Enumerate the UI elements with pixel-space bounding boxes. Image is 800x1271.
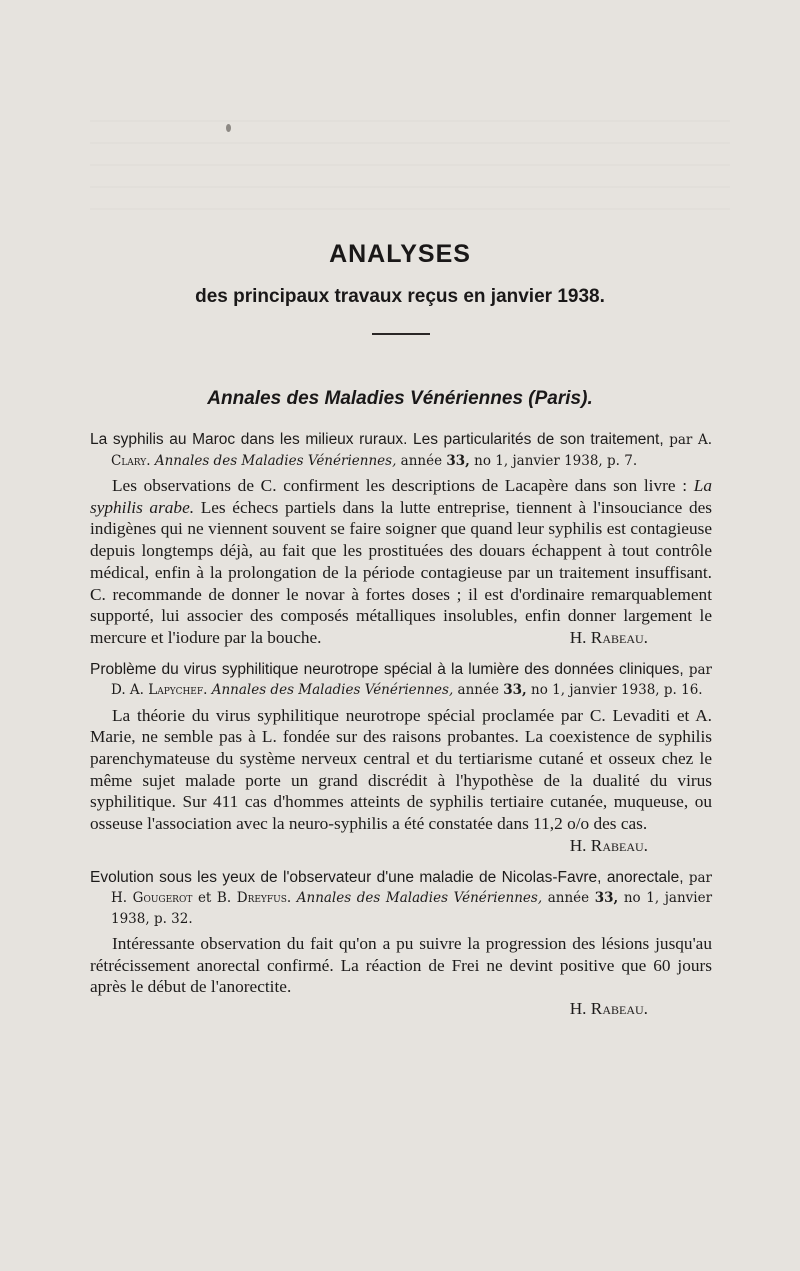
entry-2-journal: Annales des Maladies Vénériennes, <box>211 682 454 699</box>
entry-3-title: Evolution sous les yeux de l'observateur d'une maladie de Nicolas-Favre, anorectale, <box>90 868 684 886</box>
entry-1-body-pre: Les observations de C. confirment les descriptions de Lacapère dans son livre : <box>112 476 688 495</box>
entry-1 <box>90 430 712 649</box>
entry-3-reference <box>90 868 712 930</box>
entry-2-title: Problème du virus syphilitique neurotrope spécial à la lumière des données cliniques, <box>90 660 684 678</box>
entry-1-signature: H. Rabeau. <box>569 627 648 647</box>
entry-1-volume: 33, <box>446 452 470 469</box>
entry-3-issue: no 1, janvier 1938, p. 32. <box>111 890 713 927</box>
entries-list <box>90 430 712 1031</box>
entry-2-author: Lapychef. <box>148 682 208 699</box>
entry-2-reference <box>90 660 712 701</box>
entry-1-journal: Annales des Maladies Vénériennes, <box>154 452 397 469</box>
entry-1-reference <box>90 430 712 471</box>
entry-1-par: par A. <box>669 432 712 448</box>
page-subtitle: des principaux travaux reçus en janvier 1938. <box>195 286 605 307</box>
entry-3-journal: Annales des Maladies Vénériennes, <box>296 890 543 907</box>
entry-2-par: par D. A. <box>111 661 712 699</box>
entry-2-volume: 33, <box>503 682 527 699</box>
title-rule <box>372 333 430 335</box>
show-through-text <box>90 120 730 230</box>
entry-2-issue: no 1, janvier 1938, p. 16. <box>531 682 703 699</box>
entry-2-body-text: La théorie du virus syphilitique neurotrope spécial proclamée par C. Levaditi et A. Marie, ne semble pas à L. fondée sur des raisons probantes. La coexistence de syphilis parenchymateuse du système nerveux central et du tertiarisme cutané et osseux chez le même sujet malade porte un grand discrédit à l'hypothèse de la dualité du virus syphilitique. Sur 411 cas d'hommes atteints de syphilis tertiaire cutanée, muqueuse, ou osseuse l'association avec la neuro-syphilis a été constatée dans 11,2 o/o des cas. <box>90 705 712 834</box>
entry-1-body-italic: La syphilis arabe. <box>90 476 712 517</box>
entry-1-author: Clary. <box>111 452 151 469</box>
entry-2-body <box>90 705 712 855</box>
entry-3-volume: 33, <box>594 890 619 907</box>
entry-2-annee: année <box>457 682 499 699</box>
entry-3-annee: année <box>547 890 590 907</box>
entry-1-body-post: Les échecs partiels dans la lutte entreprise, tiennent à l'insouciance des indigènes qui ne viennent souvent se faire soigner que quand leur syphilis est contagieuse depuis longtemps déjà, au fait que les prostituées des douars échappent à tout contrôle médical, enfin à la prolongation de la période contagieuse par un traitement insuffisant. C. recommande de donner le novar à fortes doses ; il est d'ordinaire remarquablement supporté, lui associer des composés métalliques insolubles, enfin donner largement le mercure et l'iodure par la bouche. <box>90 497 712 647</box>
entry-1-issue: no 1, janvier 1938, p. 7. <box>474 452 638 469</box>
entry-3-author: Gougerot <box>132 890 193 907</box>
entry-2-signature: H. Rabeau. <box>569 835 648 855</box>
entry-1-title: La syphilis au Maroc dans les milieux ruraux. Les particularités de son traitement, <box>90 431 664 448</box>
entry-3-body: Intéressante observation du fait qu'on a pu suivre la progression des lésions jusqu'au rétrécissement anorectal confirmé. La réaction de Frei ne devint positive que 60 jours après le début de l'anorectite. <box>90 934 712 997</box>
entry-1-annee: année <box>400 452 443 469</box>
journal-heading: Annales des Maladies Vénériennes (Paris). <box>207 388 593 409</box>
entry-3-et: et B. <box>197 890 232 907</box>
entry-1-body <box>90 475 712 649</box>
entry-3-author2: Dreyfus. <box>236 890 292 907</box>
entry-3 <box>90 868 712 1020</box>
paper-speck <box>226 124 231 132</box>
entry-3-signature: H. Rabeau. <box>569 999 648 1019</box>
entry-2 <box>90 660 712 857</box>
page-title: ANALYSES <box>329 240 471 268</box>
entry-3-par: par H. <box>111 869 712 907</box>
